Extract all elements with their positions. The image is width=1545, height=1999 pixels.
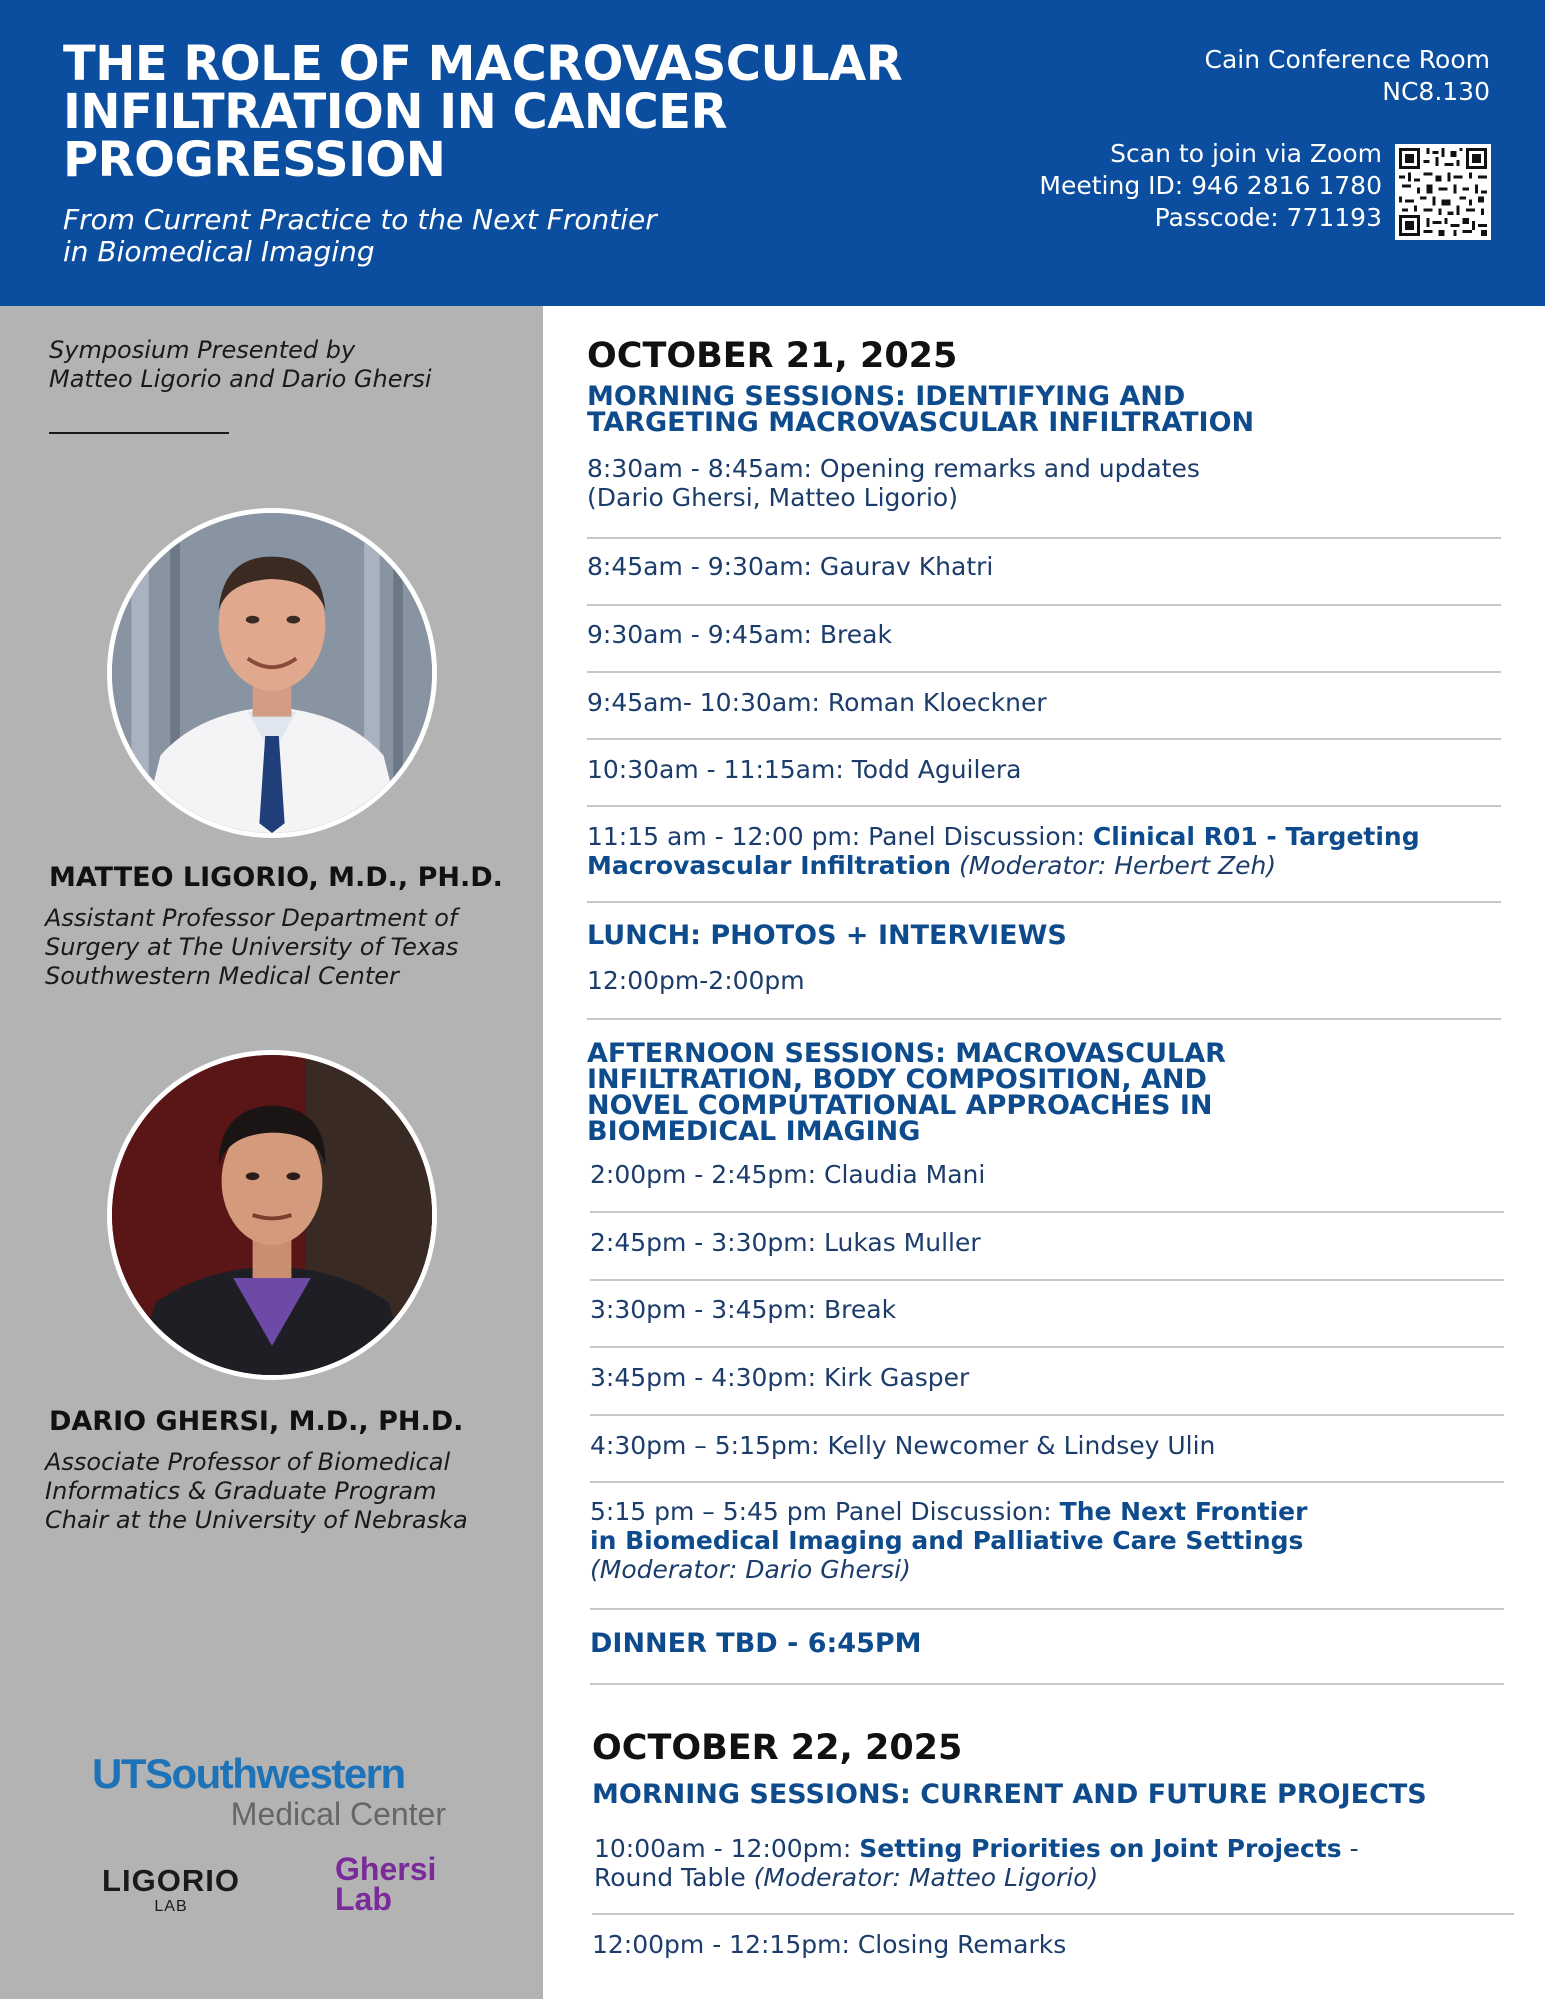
panel-topic: Macrovascular Infiltration (587, 851, 952, 880)
schedule-item (594, 1834, 1474, 1892)
schedule-item: 3:45pm - 4:30pm: Kirk Gasper (590, 1363, 970, 1392)
header-banner (0, 0, 1545, 306)
schedule-item: 8:45am - 9:30am: Gaurav Khatri (587, 552, 994, 581)
panel-topic: The Next Frontier (1059, 1497, 1308, 1526)
presented-by-line: Matteo Ligorio and Dario Ghersi (49, 365, 432, 393)
section-title-line: MORNING SESSIONS: IDENTIFYING AND (587, 381, 1186, 412)
venue-room: Cain Conference Room (1204, 45, 1490, 74)
day1-afternoon-title (587, 1038, 1347, 1147)
lunch-title: LUNCH: PHOTOS + INTERVIEWS (587, 920, 1067, 951)
speaker-name-ghersi: DARIO GHERSI, M.D., PH.D. (49, 1406, 464, 1437)
schedule-divider (590, 1346, 1504, 1348)
panel-topic: in Biomedical Imaging and Palliative Care Settings (590, 1526, 1304, 1555)
schedule-item: 9:30am - 9:45am: Break (587, 620, 892, 649)
schedule-divider (592, 1913, 1514, 1915)
zoom-info (1039, 138, 1382, 234)
schedule-divider (590, 1481, 1504, 1483)
zoom-passcode: Passcode: 771193 (1154, 203, 1382, 232)
utsw-logo (92, 1752, 452, 1832)
schedule-divider (587, 604, 1501, 606)
sidebar-divider (49, 432, 229, 434)
day2-date: OCTOBER 22, 2025 (592, 1728, 963, 1768)
utsw-logo-main: UTSouthwestern (92, 1750, 405, 1797)
schedule-item-topic: Setting Priorities on Joint Projects (859, 1834, 1342, 1863)
schedule-item-time: 10:00am - 12:00pm: (594, 1834, 860, 1863)
zoom-scan-text: Scan to join via Zoom (1110, 139, 1382, 168)
event-subtitle-line: in Biomedical Imaging (63, 235, 375, 268)
day1-morning-title (587, 381, 1347, 438)
speaker-role-ghersi (45, 1448, 515, 1535)
schedule-item: 12:00pm - 12:15pm: Closing Remarks (592, 1930, 1067, 1959)
schedule-item: 2:00pm - 2:45pm: Claudia Mani (590, 1160, 986, 1189)
ghersi-logo-line: Ghersi (335, 1851, 437, 1887)
schedule-item-moderator: (Moderator: Matteo Ligorio) (753, 1863, 1099, 1892)
event-title-line: PROGRESSION (63, 132, 446, 188)
section-title-line: AFTERNOON SESSIONS: MACROVASCULAR (587, 1038, 1226, 1069)
speakers-sidebar (0, 306, 543, 1999)
schedule-item: 4:30pm – 5:15pm: Kelly Newcomer & Lindsey Ulin (590, 1431, 1216, 1460)
speaker-role-line: Chair at the University of Nebraska (45, 1506, 468, 1534)
speaker-photo-ghersi (107, 1050, 437, 1380)
portrait-ghersi (112, 1055, 432, 1375)
speaker-role-line: Associate Professor of Biomedical (45, 1448, 451, 1476)
schedule-divider (590, 1608, 1504, 1610)
zoom-qr-code[interactable] (1395, 144, 1491, 240)
event-title-line: THE ROLE OF MACROVASCULAR (63, 36, 903, 92)
schedule-item-text: Round Table (594, 1863, 754, 1892)
event-title-line: INFILTRATION IN CANCER (63, 84, 727, 140)
ligorio-lab-logo (96, 1864, 246, 1916)
presented-by-line: Symposium Presented by (49, 336, 356, 364)
speaker-role-line: Surgery at The University of Texas (45, 933, 459, 961)
panel-time: 5:15 pm – 5:45 pm Panel Discussion: (590, 1497, 1060, 1526)
zoom-meeting-id: Meeting ID: 946 2816 1780 (1039, 171, 1382, 200)
ligorio-logo-sub: LAB (154, 1898, 188, 1915)
speaker-role-line: Southwestern Medical Center (45, 962, 399, 990)
dinner-title: DINNER TBD - 6:45PM (590, 1628, 922, 1659)
panel-discussion-2 (590, 1497, 1470, 1584)
schedule-item: 10:30am - 11:15am: Todd Aguilera (587, 755, 1022, 784)
schedule-item-text: (Dario Ghersi, Matteo Ligorio) (587, 483, 958, 512)
schedule-item-dash: - (1341, 1834, 1359, 1863)
schedule-divider (590, 1683, 1504, 1685)
utsw-logo-sub: Medical Center (230, 1796, 446, 1832)
schedule-divider (587, 537, 1501, 539)
speaker-name-ligorio: MATTEO LIGORIO, M.D., PH.D. (49, 862, 503, 893)
panel-moderator: (Moderator: Herbert Zeh) (959, 851, 1277, 880)
presented-by (49, 336, 432, 394)
speaker-role-line: Informatics & Graduate Program (45, 1477, 437, 1505)
day1-date: OCTOBER 21, 2025 (587, 336, 958, 376)
day2-morning-title: MORNING SESSIONS: CURRENT AND FUTURE PROJECTS (592, 1779, 1427, 1810)
panel-topic: Clinical R01 - Targeting (1092, 822, 1420, 851)
schedule-divider (587, 805, 1501, 807)
venue-room-number: NC8.130 (1382, 77, 1490, 106)
panel-time: 11:15 am - 12:00 pm: Panel Discussion: (587, 822, 1093, 851)
schedule-item (587, 454, 1467, 512)
schedule (543, 306, 1545, 1999)
lunch-time: 12:00pm-2:00pm (587, 966, 805, 995)
schedule-item: 3:30pm - 3:45pm: Break (590, 1295, 897, 1324)
section-title-line: BIOMEDICAL IMAGING (587, 1116, 921, 1147)
event-subtitle-line: From Current Practice to the Next Frontier (63, 203, 657, 236)
section-title-line: NOVEL COMPUTATIONAL APPROACHES IN (587, 1090, 1213, 1121)
schedule-divider (587, 738, 1501, 740)
schedule-divider (590, 1279, 1504, 1281)
schedule-item-text: 8:30am - 8:45am: Opening remarks and updates (587, 454, 1200, 483)
event-subtitle (63, 204, 783, 268)
event-title (63, 36, 963, 188)
qr-code-icon (1399, 148, 1487, 236)
schedule-item: 2:45pm - 3:30pm: Lukas Muller (590, 1228, 981, 1257)
speaker-role-ligorio (45, 904, 515, 991)
schedule-divider (587, 1018, 1501, 1020)
speaker-photo-ligorio (107, 508, 437, 838)
section-title-line: INFILTRATION, BODY COMPOSITION, AND (587, 1064, 1207, 1095)
panel-moderator: (Moderator: Dario Ghersi) (590, 1555, 911, 1584)
section-title-line: TARGETING MACROVASCULAR INFILTRATION (587, 407, 1255, 438)
ghersi-logo-line: Lab (335, 1881, 392, 1917)
schedule-divider (587, 671, 1501, 673)
schedule-item: 9:45am- 10:30am: Roman Kloeckner (587, 688, 1047, 717)
panel-discussion-1 (587, 822, 1467, 880)
portrait-ligorio (112, 513, 432, 833)
schedule-divider (590, 1414, 1504, 1416)
ligorio-logo-main: LIGORIO (102, 1863, 240, 1898)
schedule-divider (590, 1211, 1504, 1213)
speaker-role-line: Assistant Professor Department of (45, 904, 458, 932)
ghersi-lab-logo (335, 1851, 437, 1917)
schedule-divider (587, 901, 1501, 903)
venue-info (1204, 44, 1490, 108)
